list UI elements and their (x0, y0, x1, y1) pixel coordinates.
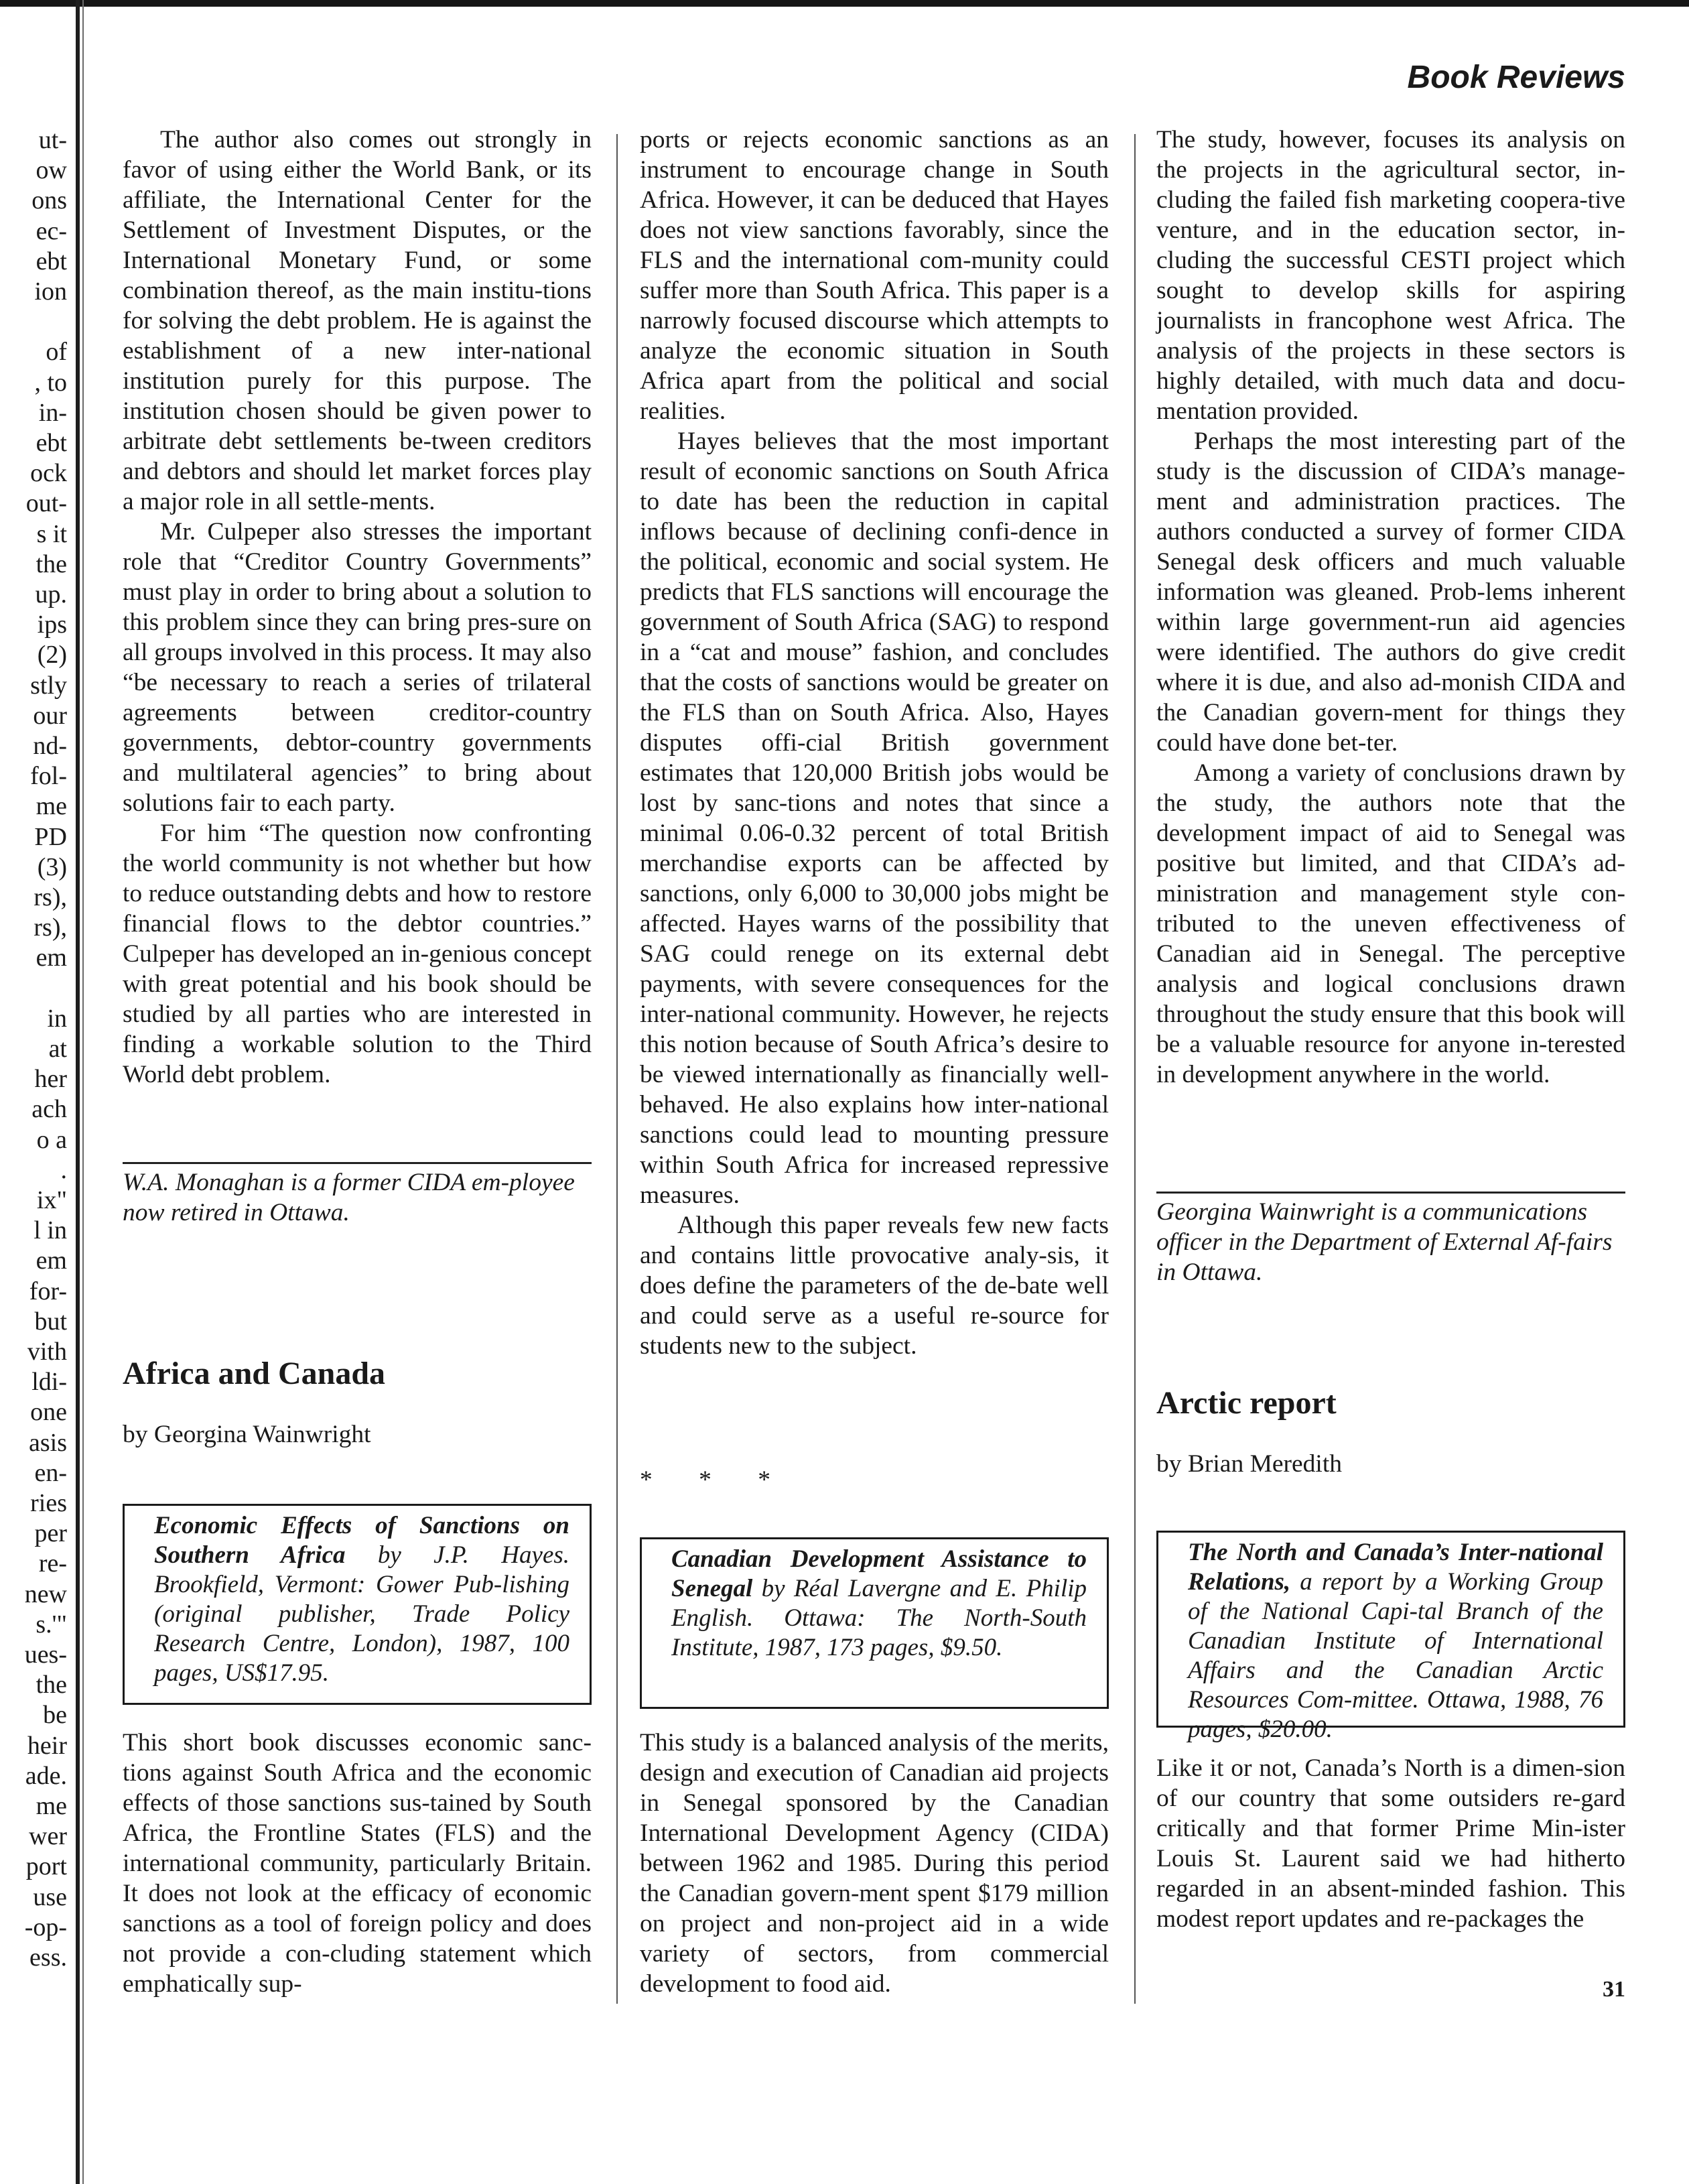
previous-page-fragment: em (36, 1246, 67, 1275)
previous-page-fragment: be (43, 1701, 67, 1730)
previous-page-fragment: ix" (36, 1186, 67, 1214)
previous-page-fragment: her (34, 1065, 67, 1094)
previous-page-fragment: (2) (37, 641, 67, 669)
previous-page-fragment: re- (38, 1549, 67, 1578)
previous-page-fragment: ec- (36, 216, 67, 245)
byline: by Brian Meredith (1156, 1450, 1343, 1478)
review-text (123, 1728, 592, 1999)
paragraph: For him “The question now confronting the world community is not whether but how to reduce outstanding debts and how to restore financial flows to the debtor countries.” Culpeper has developed an in-genious concept with great potential and his book should be studied by all parties who are interested in finding a workable solution to the Third World debt problem. (123, 820, 592, 1088)
book-info-box (1156, 1531, 1625, 1743)
article-title: Africa and Canada (123, 1356, 386, 1391)
previous-page-fragment: ebt (36, 247, 67, 275)
previous-page-fragment: ebt (36, 429, 67, 457)
previous-page-fragment: out- (25, 489, 67, 518)
previous-page-fragment: port (25, 1852, 67, 1881)
previous-page-fragment: one (30, 1398, 67, 1427)
paragraph: The study, however, focuses its analysis on the projects in the agricultural sector, in-cluding the failed fish marketing coopera-tive venture, and in the education sector, in-cluding the successful CESTI project which sought to develop skills for aspiring journalists in francophone west Africa. The analysis of the projects in these sectors is highly detailed, with much data and docu-mentation provided. (1156, 126, 1625, 425)
previous-page-fragment: ips (37, 611, 67, 639)
previous-page-fragment: at (48, 1035, 67, 1063)
byline: by Georgina Wainwright (123, 1421, 371, 1448)
page-number: 31 (1603, 1977, 1625, 2002)
bio-text: W.A. Monaghan is a former CIDA em-ployee now retired in Ottawa. (123, 1169, 575, 1226)
previous-page-fragment: (3) (37, 852, 67, 881)
previous-page-fragment: . (60, 1155, 67, 1184)
review-text (640, 125, 1109, 1361)
previous-page-fragment: me (36, 792, 67, 821)
previous-page-fragment: ries (30, 1489, 67, 1517)
page-top-edge (0, 0, 1689, 7)
book-details: by J.P. Hayes. Brookfield, Vermont: Gower Pub-lishing (original publisher, Trade Policy Research Centre, London), 1987, 100 pages, US$17.95. (154, 1541, 570, 1687)
previous-page-fragment: ldi- (31, 1368, 67, 1397)
previous-page-fragment: nd- (33, 732, 67, 760)
previous-page-fragment: but (34, 1307, 67, 1336)
book-title: Economic Effects of Sanctions on Southern Africa (154, 1512, 569, 1569)
paragraph: Hayes believes that the most important result of economic sanctions on South Africa to date has been the reduction in capital inflows because of declining confi-dence in the political, economic and social system. He predicts that FLS sanctions will encourage the government of South Africa (SAG) to respond in a “cat and mouse” fashion, and concludes that the costs of sanctions would be greater on the FLS than on South Africa. Also, Hayes disputes offi-cial British government estimates that 120,000 British jobs would be lost by sanc-tions and notes that since a minimal 0.06-0.32 percent of total British merchandise exports can be affected by sanctions, only 6,000 to 30,000 jobs might be affected. Hayes warns of the possibility that SAG could renege on its external debt payments, with severe consequences for the inter-national community. However, he rejects this notion because of South Africa’s desire to be viewed internationally as financially well-behaved. He also explains how inter-national sanctions could lead to mounting pressure within South Africa for increased repressive measures. (640, 428, 1109, 1209)
previous-page-fragment: ut- (38, 126, 67, 154)
paragraph: Although this paper reveals few new facts and contains little provocative analy-sis, it does define the parameters of the de-bate well and could serve as a useful re-source for students new to the subject. (640, 1212, 1109, 1360)
previous-page-fragment: for- (29, 1277, 67, 1305)
book-citation (154, 1511, 569, 1688)
author-bio (123, 1167, 592, 1228)
book-details: by Réal Lavergne and E. Philip English. Ottawa: The North-South Institute, 1987, 173 pages, $9.50. (671, 1575, 1087, 1661)
previous-page-fragment: en- (34, 1458, 67, 1487)
previous-page-fragment: ues- (24, 1641, 67, 1669)
book-info-box (640, 1537, 1109, 1709)
previous-page-fragment: PD (34, 822, 67, 851)
paragraph: This short book discusses economic sanc-tions against South Africa and the economic effects of those sanctions sus-tained by South Africa, the Frontline States (FLS) and the international community, particularly Britain. It does not look at the efficacy of economic sanctions as a tool of foreign policy and does not provide a con-cluding statement which emphatically sup- (123, 1729, 592, 1998)
review-text (1156, 1753, 1625, 1934)
previous-page-fragment: our (33, 701, 67, 730)
paragraph: Among a variety of conclusions drawn by the study, the authors note that the development impact of aid to Senegal was positive but limited, and that CIDA’s ad-ministration and management style con-tributed to the uneven effectiveness of Canadian aid in Senegal. The perceptive analysis and logical conclusions drawn throughout the study ensure that this book will be a valuable resource for anyone in-terested in development anywhere in the world. (1156, 759, 1625, 1088)
book-citation (671, 1545, 1087, 1663)
book-title: The North and Canada’s Inter-national Relations, (1188, 1539, 1603, 1596)
previous-page-fragment: use (33, 1882, 67, 1911)
previous-page-fragment: ons (31, 186, 67, 215)
review-text (1156, 125, 1625, 1090)
review-text (123, 125, 592, 1090)
previous-page-fragment: in (47, 1004, 67, 1033)
previous-page-fragment: stly (30, 671, 67, 700)
paragraph: Mr. Culpeper also stresses the important role that “Creditor Country Governments” must play in order to bring about a solution to this problem since they can bring pres-sure on all groups involved in this process. It may also “be necessary to reach a series of trilateral agreements between creditor-country governments, debtor-country governments and multilateral agencies” to bring about solutions fair to each party. (123, 518, 592, 817)
previous-page-fragment: the (36, 550, 67, 578)
book-title: Canadian Development Assistance to Senegal (671, 1545, 1087, 1602)
previous-page-fragment: ow (36, 156, 67, 185)
previous-page-fragment: new (24, 1580, 67, 1608)
previous-page-fragment: em (36, 944, 67, 972)
previous-page-fragment: s it (36, 519, 67, 548)
column-divider (1134, 134, 1136, 2004)
previous-page-fragment: per (34, 1519, 67, 1548)
previous-page-fragment: -op- (24, 1913, 67, 1941)
previous-page-fragment: wer (29, 1822, 67, 1851)
previous-page-fragment: vith (27, 1338, 67, 1366)
previous-page-fragment: up. (35, 580, 67, 608)
bio-text: Georgina Wainwright is a communications officer in the Department of External Af-fairs in Ottawa. (1156, 1198, 1613, 1286)
previous-page-fragment: , to (34, 368, 67, 397)
book-info-box (123, 1504, 592, 1705)
previous-page-fragment: ade. (25, 1761, 67, 1790)
paragraph: Perhaps the most interesting part of the study is the discussion of CIDA’s manage-ment and administration practices. The authors conducted a survey of former CIDA Senegal desk officers and much valuable information was gleaned. Prob-lems inherent within large government-run aid agencies were identified. The authors do give credit where it is due, and also ad-monish CIDA and the Canadian govern-ment for things they could have done bet-ter. (1156, 428, 1625, 757)
running-head: Book Reviews (1407, 60, 1625, 95)
previous-page-edge (0, 0, 79, 2184)
paragraph: This study is a balanced analysis of the merits, design and execution of Canadian aid projects in Senegal sponsored by the Canadian International Development Agency (CIDA) between 1962 and 1985. During this period the Canadian govern-ment spent $179 million on project and non-project aid in a wide variety of sectors, from commercial development to food aid. (640, 1729, 1109, 1998)
previous-page-fragment: me (36, 1792, 67, 1820)
paragraph: The author also comes out strongly in favor of using either the World Bank, or its affiliate, the International Center for the Settlement of Investment Disputes, or the International Monetary Fund, or some combination thereof, as the main institu-tions for solving the debt problem. He is against the establishment of a new inter-national institution purely for this purpose. The institution chosen should be given power to arbitrate debt settlements be-tween creditors and debtors and should let market forces play a major role in all settle-ments. (123, 126, 592, 515)
previous-page-fragment: o a (36, 1125, 67, 1154)
binding-line (76, 0, 80, 2184)
column-divider (616, 134, 618, 2004)
previous-page-fragment: the (36, 1671, 67, 1699)
previous-page-fragment: heir (27, 1731, 67, 1760)
review-text (640, 1728, 1109, 1999)
book-details: a report by a Working Group of the National Capi-tal Branch of the Canadian Institute of International Affairs and the Canadian Arctic Resources Com-mittee. Ottawa, 1988, 76 pages, $20.00. (1188, 1568, 1604, 1743)
previous-page-fragment: of (46, 338, 67, 367)
previous-page-fragment: rs), (33, 913, 67, 942)
paragraph: ports or rejects economic sanctions as an instrument to encourage change in South Africa. However, it can be deduced that Hayes does not view sanctions favorably, since the FLS and the international com-munity could suffer more than South Africa. This paper is a narrowly focused discourse which attempts to analyze the economic situation in South Africa apart from the political and social realities. (640, 126, 1109, 425)
previous-page-fragment: in- (38, 398, 67, 427)
paragraph: Like it or not, Canada’s North is a dimen-sion of our country that some outsiders re-gard critically and that former Prime Min-ister Louis St. Laurent said we had hitherto regarded in an absent-minded fashion. This modest report updates and re-packages the (1156, 1754, 1625, 1933)
previous-page-fragment: rs), (33, 883, 67, 911)
previous-page-fragment: ach (31, 1095, 67, 1124)
previous-page-fragment: ion (34, 277, 67, 306)
previous-page-fragment: fol- (30, 762, 67, 791)
previous-page-fragment: s.'" (36, 1610, 67, 1639)
previous-page-fragment: l in (33, 1216, 67, 1245)
previous-page-fragment: ock (30, 459, 67, 488)
book-citation (1188, 1538, 1603, 1744)
previous-page-fragment: asis (29, 1428, 67, 1457)
author-bio (1156, 1197, 1625, 1287)
bio-rule (123, 1162, 592, 1164)
bio-rule (1156, 1192, 1625, 1194)
section-separator: * * * (640, 1466, 791, 1494)
article-title: Arctic report (1156, 1385, 1337, 1421)
binding-shadow (82, 0, 84, 2184)
previous-page-fragment: ess. (29, 1943, 67, 1972)
